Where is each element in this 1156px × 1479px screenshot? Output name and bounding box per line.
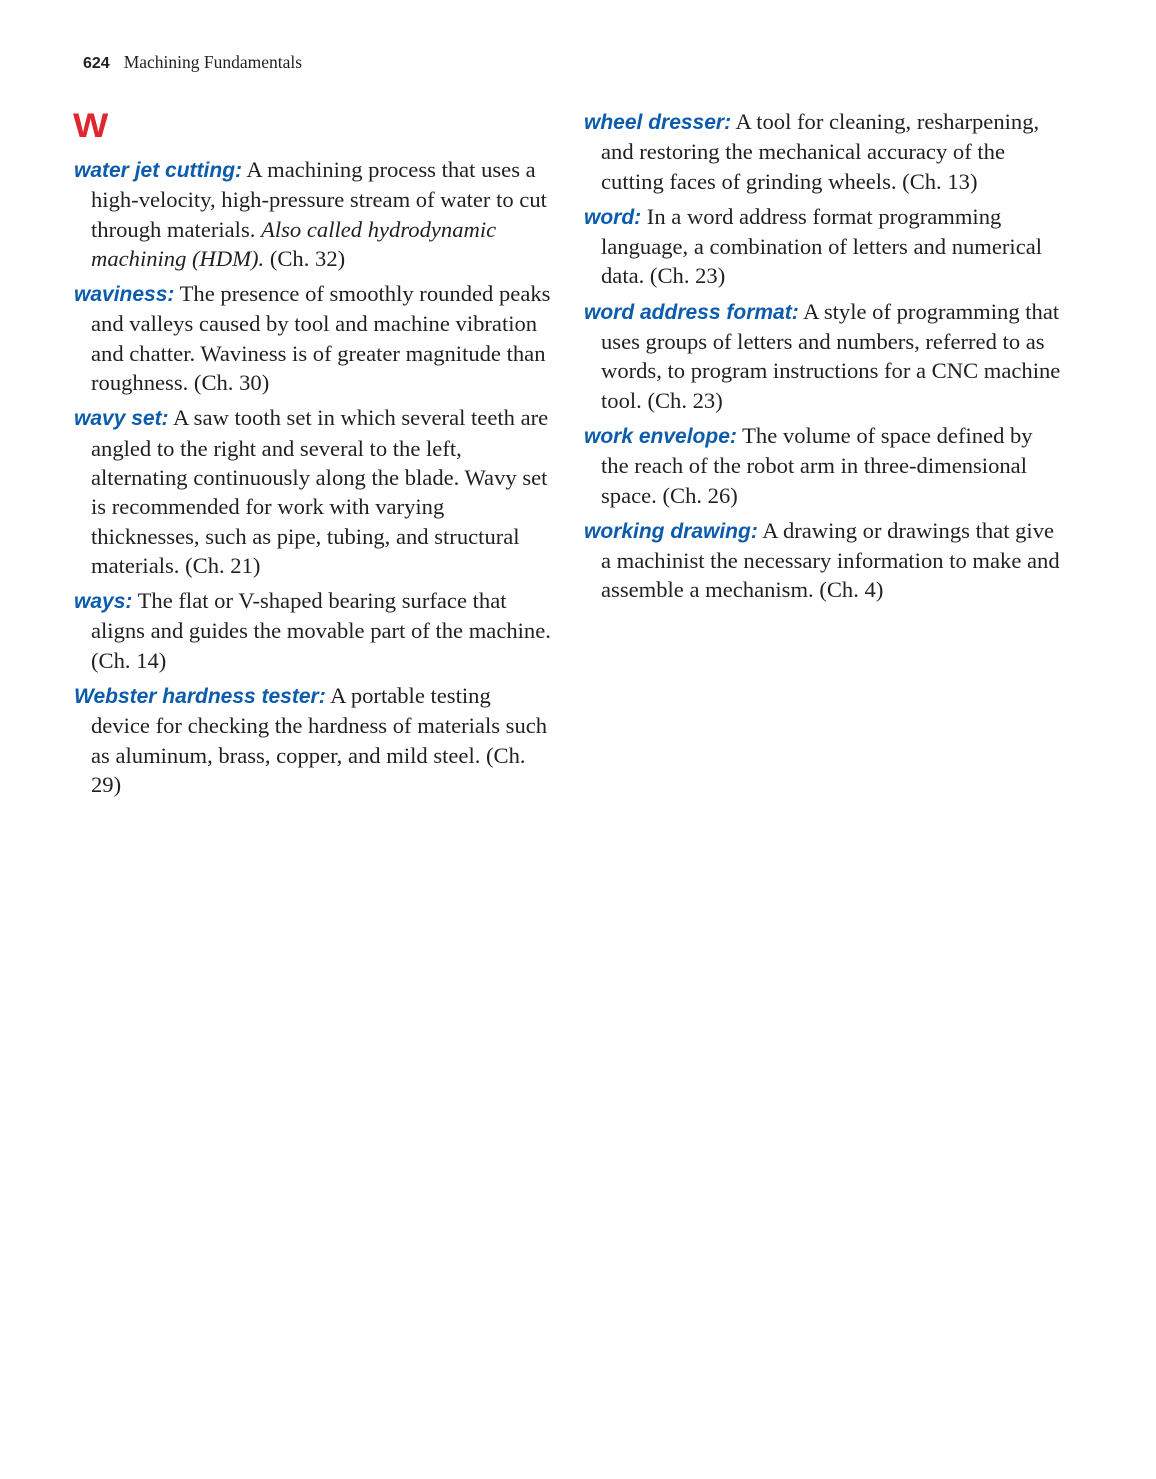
definition: A saw tooth set in which several teeth are angled to the right and several to the left, alternating continuously along the blade. Wavy set is recommended for work with varying thicknesses, such as pipe, tubing, and structural materials. (Ch. 21) [91, 405, 549, 578]
definition: In a word address format programming language, a combination of letters and numerical data. (Ch. 23) [601, 203, 1043, 289]
glossary-entry [74, 155, 552, 273]
glossary-term: Webster hardness tester: [74, 685, 326, 709]
glossary-entry [584, 516, 1062, 605]
glossary-entry [74, 586, 552, 675]
glossary-entry [74, 279, 552, 397]
definition-tail: (Ch. 32) [264, 245, 346, 271]
glossary-term: waviness: [74, 283, 175, 307]
definition-italic: Also called hydrodynamic machining (HDM). [91, 216, 497, 271]
glossary-term: word address format: [584, 300, 799, 324]
definition: The volume of space defined by the reach of the robot arm in three-dimensional space. (Ch. 26) [601, 422, 1033, 508]
definition: A tool for cleaning, resharpening, and restoring the mechanical accuracy of the cutting faces of grinding wheels. (Ch. 13) [601, 109, 1040, 194]
definition: A drawing or drawings that give a machinist the necessary information to make and assemble a mechanism. (Ch. 4) [601, 517, 1060, 603]
glossary-term: working drawing: [584, 519, 758, 543]
glossary-term: wavy set: [74, 407, 169, 431]
glossary-column-right [584, 107, 1062, 611]
definition: The flat or V-shaped bearing surface that aligns and guides the movable part of the machine. (Ch. 14) [91, 588, 551, 673]
glossary-entry [584, 202, 1062, 291]
definition: A style of programming that uses groups of letters and numbers, referred to as words, to program instructions for a CNC machine tool. (Ch. 23) [601, 298, 1061, 413]
glossary-term: wheel dresser: [584, 111, 732, 134]
definition: A portable testing device for checking the hardness of materials such as aluminum, brass, copper, and mild steel. (Ch. 29) [91, 683, 548, 797]
glossary-term: work envelope: [584, 424, 737, 448]
glossary-entry [584, 107, 1062, 196]
glossary-entry [74, 681, 552, 799]
section-letter: W [73, 107, 109, 145]
glossary-term: water jet cutting: [74, 159, 243, 182]
glossary-column-left [74, 155, 552, 805]
book-title: Machining Fundamentals [123, 52, 303, 72]
definition: A machining process that uses a high-velocity, high-pressure stream of water to cut through materials. [91, 157, 547, 242]
running-header [83, 52, 302, 73]
glossary-term: ways: [74, 590, 133, 614]
glossary-term: word: [584, 205, 642, 229]
glossary-entry [74, 403, 552, 580]
glossary-entry [584, 297, 1062, 415]
glossary-entry [584, 421, 1062, 510]
definition: The presence of smoothly rounded peaks and valleys caused by tool and machine vibration and chatter. Waviness is of greater magnitude than roughness. (Ch. 30) [91, 281, 551, 396]
page-number: 624 [83, 55, 110, 72]
